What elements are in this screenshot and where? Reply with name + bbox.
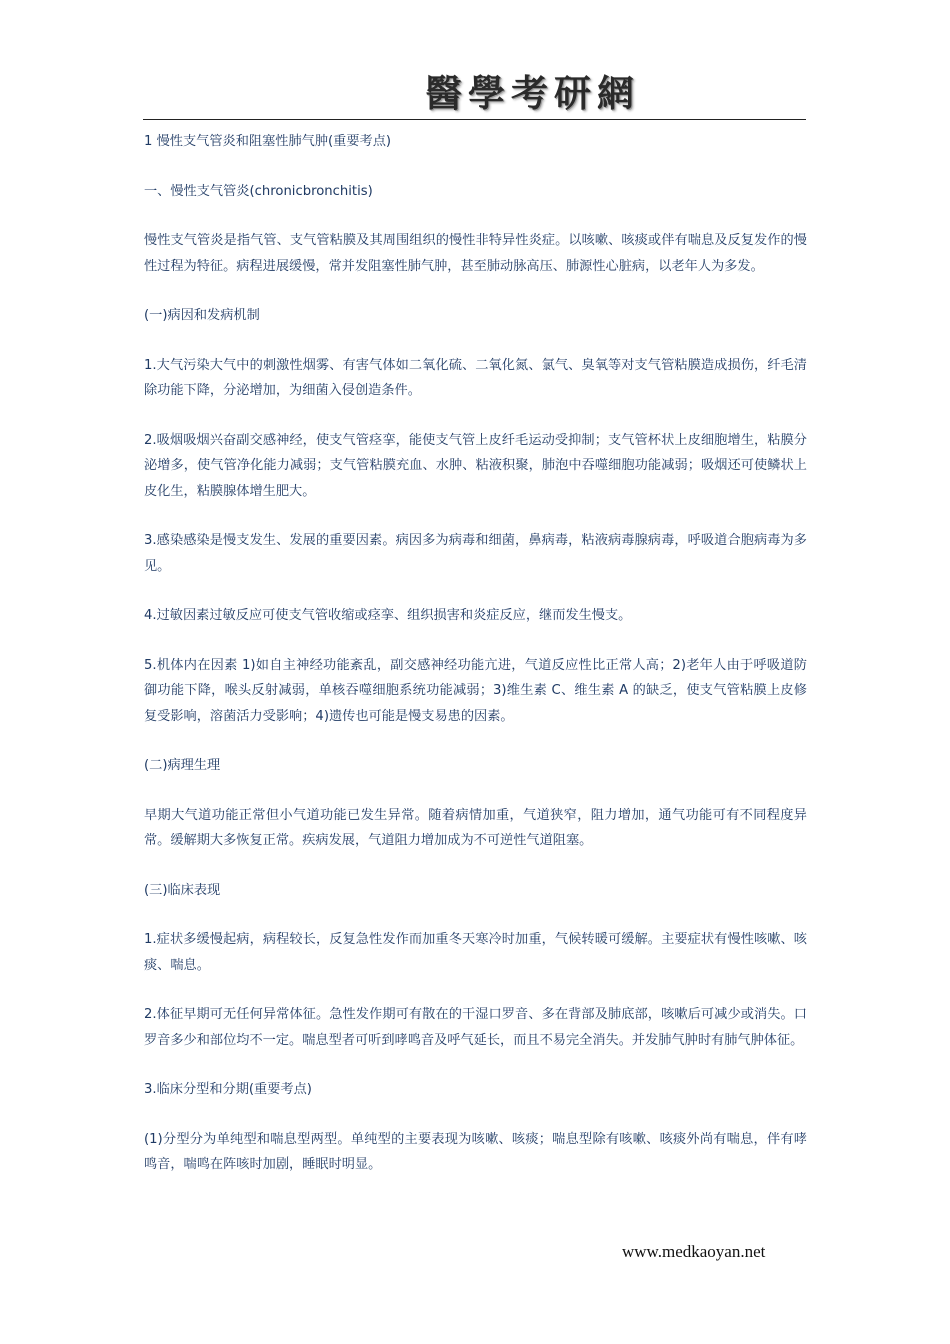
document-body	[144, 129, 807, 1202]
chapter-heading: 一、慢性支气管炎(chronicbronchitis)	[144, 183, 373, 199]
subheading-pathophysiology: (二)病理生理	[144, 758, 221, 773]
header-rule	[143, 119, 806, 120]
definition-paragraph: 慢性支气管炎是指气管、支气管粘膜及其周围组织的慢性非特异性炎症。以咳嗽、咳痰或伴有喘息及反复发作的慢性过程为特征。病程进展缓慢，常并发阻塞性肺气肿，甚至肺动脉高压、肺源性心脏病，以老年人为多发。	[144, 233, 807, 274]
paragraph-classification-heading: 3.临床分型和分期(重要考点)	[144, 1082, 312, 1097]
paragraph-allergy: 4.过敏因素过敏反应可使支气管收缩或痉挛、组织损害和炎症反应，继而发生慢支。	[144, 608, 632, 623]
paragraph-internal-factors: 5.机体内在因素 1)如自主神经功能紊乱，副交感神经功能亢进，气道反应性比正常人高；2)老年人由于呼吸道防御功能下降，喉头反射减弱，单核吞噬细胞系统功能减弱；3)维生素 C、维生素 A 的缺乏，使支气管粘膜上皮修复受影响，溶菌活力受影响；4)遗传也可能是慢支易患的因素。	[144, 657, 807, 724]
paragraph-smoking: 2.吸烟吸烟兴奋副交感神经，使支气管痉挛，能使支气管上皮纤毛运动受抑制；支气管杯状上皮细胞增生，粘膜分泌增多，使气管净化能力减弱；支气管粘膜充血、水肿、粘液积聚，肺泡中吞噬细胞功能减弱；吸烟还可使鳞状上皮化生，粘膜腺体增生肥大。	[144, 432, 807, 499]
paragraph-pathophysiology: 早期大气道功能正常但小气道功能已发生异常。随着病情加重，气道狭窄，阻力增加，通气功能可有不同程度异常。缓解期大多恢复正常。疾病发展，气道阻力增加成为不可逆性气道阻塞。	[144, 807, 807, 848]
subheading-clinical: (三)临床表现	[144, 882, 221, 898]
site-logo: 醫學考研網	[425, 71, 640, 115]
paragraph-infection: 3.感染感染是慢支发生、发展的重要因素。病因多为病毒和细菌，鼻病毒，粘液病毒腺病毒，呼吸道合胞病毒为多见。	[144, 533, 807, 574]
footer-url: www.medkaoyan.net	[622, 1242, 766, 1261]
paragraph-signs: 2.体征早期可无任何异常体征。急性发作期可有散在的干湿口罗音、多在背部及肺底部，咳嗽后可减少或消失。口罗音多少和部位均不一定。喘息型者可听到哮鸣音及呼气延长，而且不易完全消失。并发肺气肿时有肺气肿体征。	[144, 1007, 807, 1048]
paragraph-air-pollution: 1.大气污染大气中的刺激性烟雾、有害气体如二氧化硫、二氧化氮、氯气、臭氧等对支气管粘膜造成损伤，纤毛清除功能下降，分泌增加，为细菌入侵创造条件。	[144, 357, 807, 398]
subheading-etiology: (一)病因和发病机制	[144, 308, 260, 323]
paragraph-symptoms: 1.症状多缓慢起病，病程较长，反复急性发作而加重冬天寒冷时加重，气候转暖可缓解。主要症状有慢性咳嗽、咳痰、喘息。	[144, 932, 807, 973]
section-title: 1 慢性支气管炎和阻塞性肺气肿(重要考点)	[144, 134, 392, 149]
paragraph-classification: (1)分型分为单纯型和喘息型两型。单纯型的主要表现为咳嗽、咳痰；喘息型除有咳嗽、咳痰外尚有喘息，伴有哮鸣音，喘鸣在阵咳时加剧，睡眠时明显。	[144, 1131, 807, 1172]
